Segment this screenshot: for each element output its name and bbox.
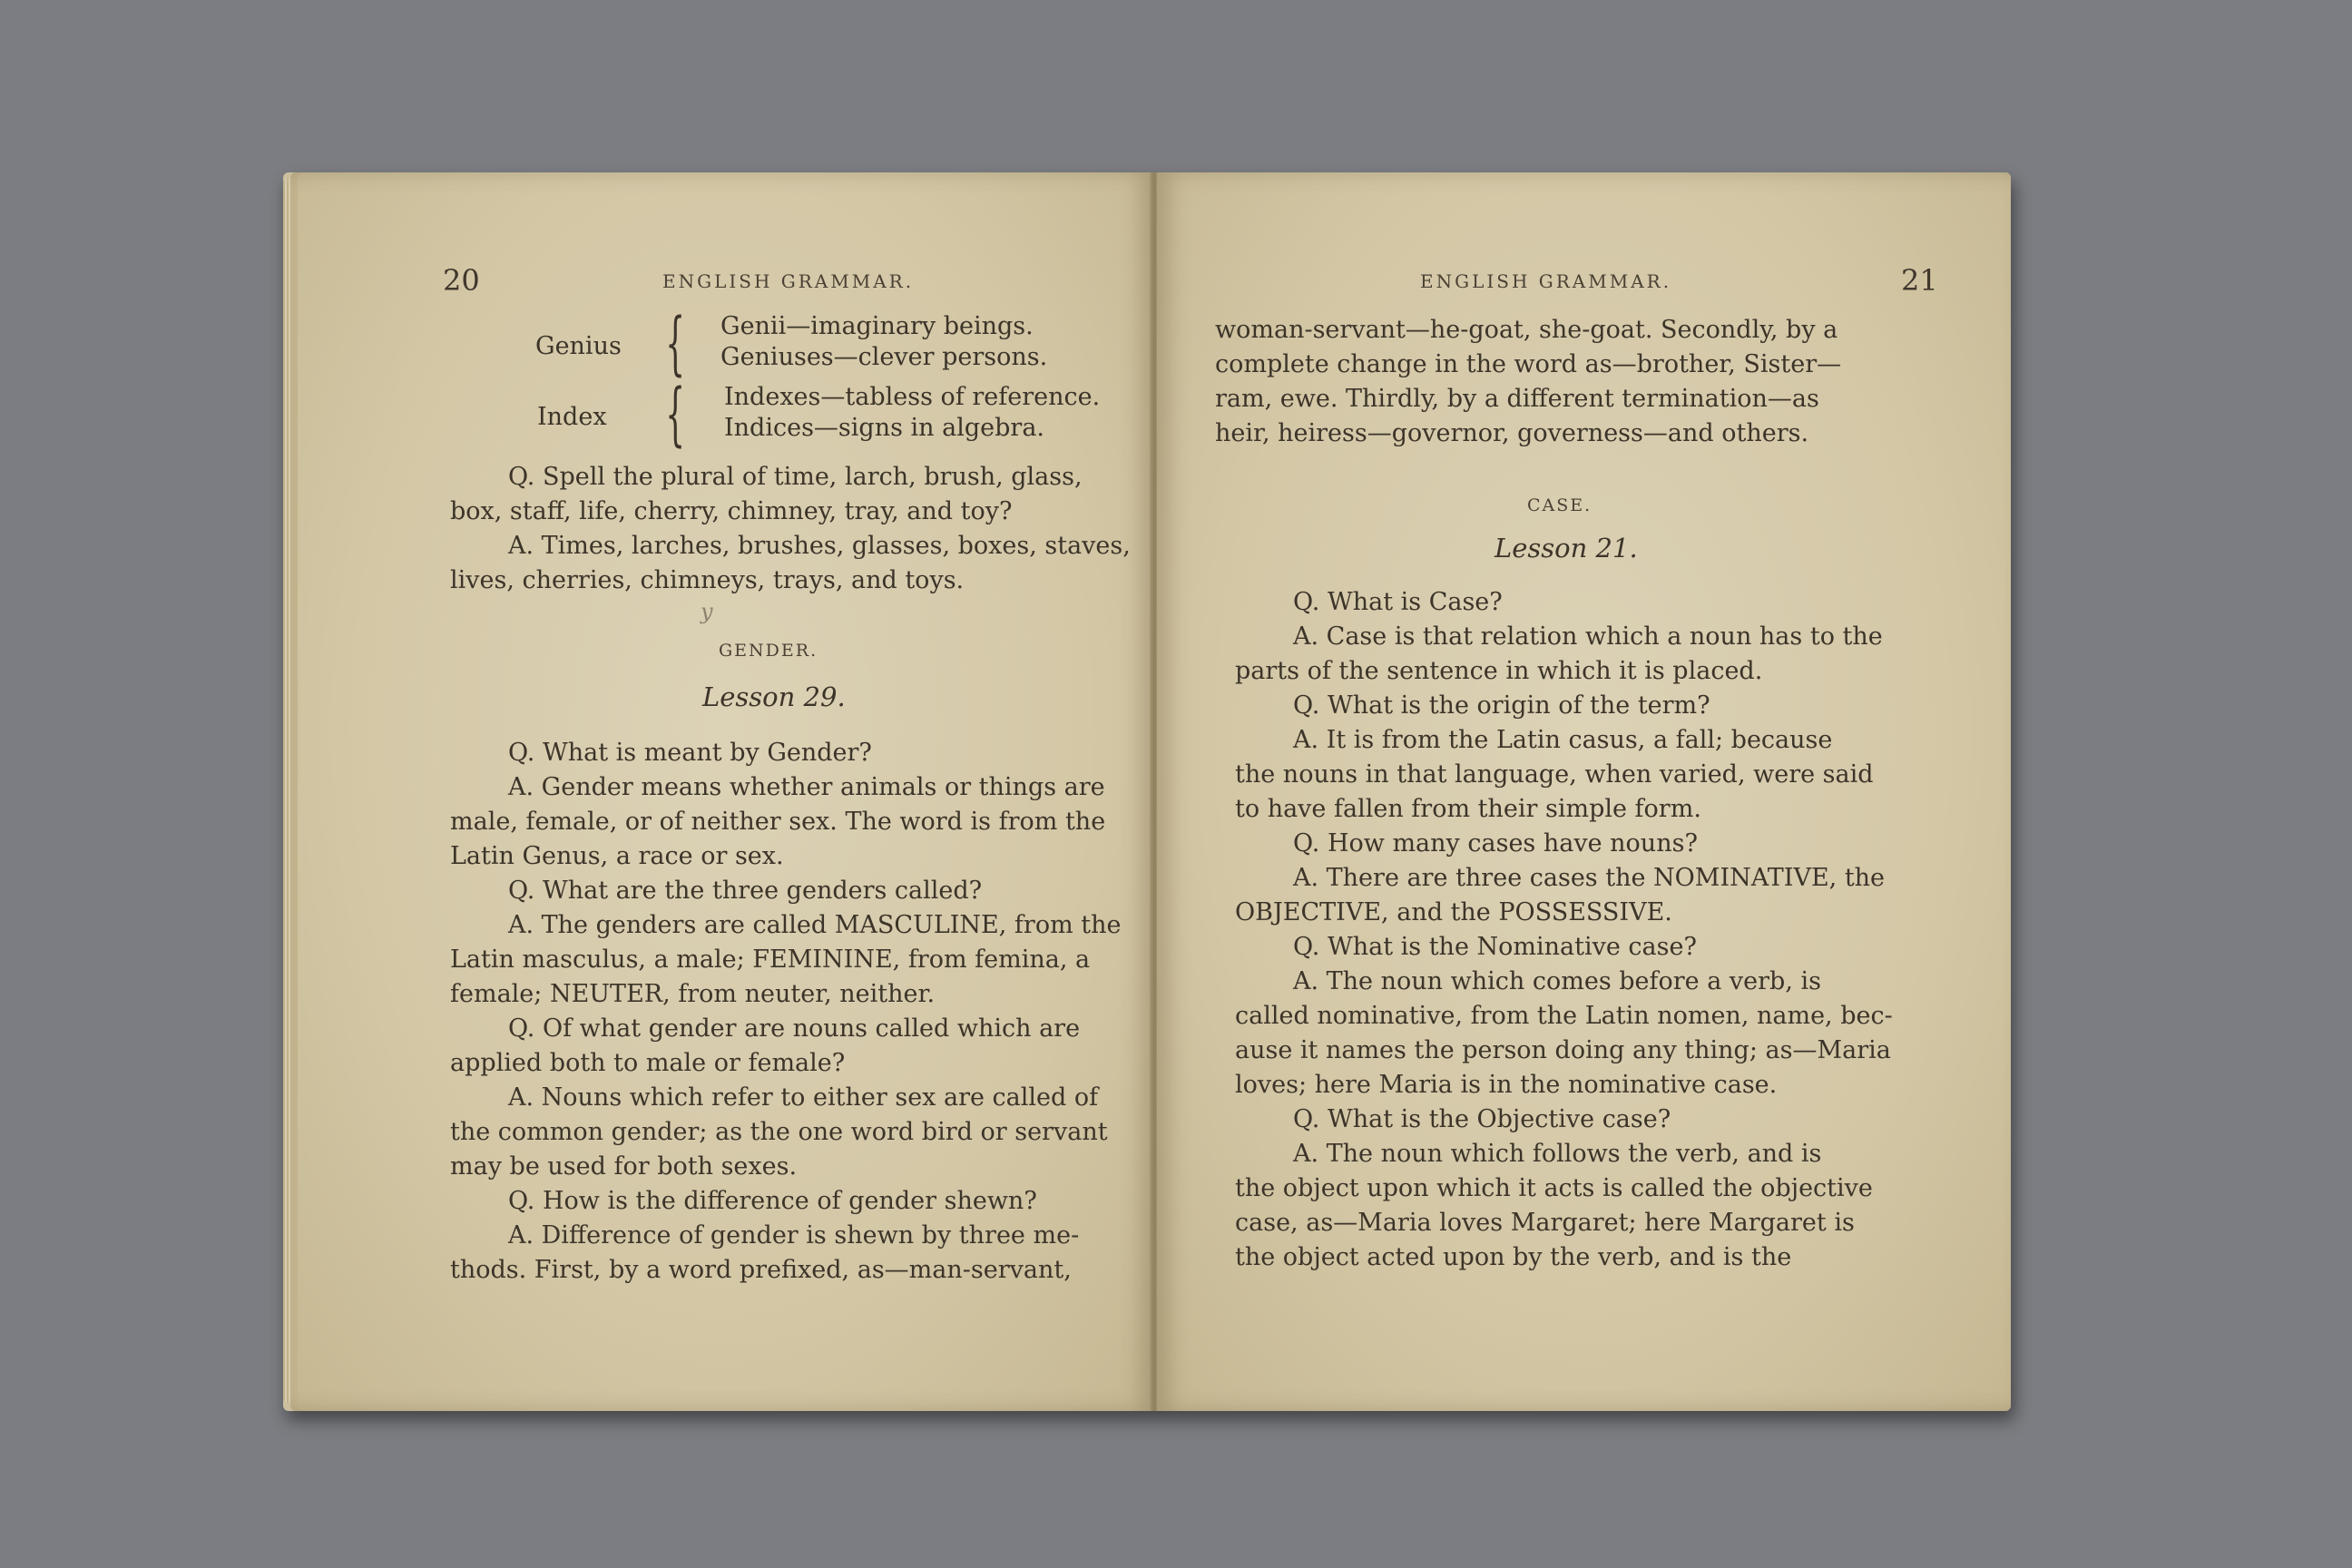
left-page: [290, 172, 1153, 1411]
text-line: the common gender; as the one word bird or servant: [450, 1118, 1108, 1146]
text-line: Q. What is Case?: [1293, 588, 1503, 616]
text-line: A. Times, larches, brushes, glasses, boxes, staves,: [508, 532, 1131, 560]
text-line: thods. First, by a word prefixed, as—man-servant,: [450, 1256, 1072, 1284]
text-line: Q. Spell the plural of time, larch, brush, glass,: [508, 463, 1083, 491]
text-line: the nouns in that language, when varied, were said: [1235, 760, 1874, 789]
text-line: box, staff, life, cherry, chimney, tray, and toy?: [450, 497, 1013, 525]
text-line: to have fallen from their simple form.: [1235, 795, 1701, 823]
text-line: A. It is from the Latin casus, a fall; because: [1293, 726, 1833, 754]
text-line: A. The genders are called MASCULINE, from the: [508, 911, 1122, 939]
table-word: Index: [537, 403, 607, 431]
text-line: Latin masculus, a male; FEMININE, from femina, a: [450, 946, 1091, 974]
text-line: A. Difference of gender is shewn by three me-: [508, 1221, 1080, 1250]
text-line: ram, ewe. Thirdly, by a different termination—as: [1215, 385, 1819, 413]
text-line: Q. What is the Objective case?: [1293, 1105, 1671, 1133]
text-line: the object acted upon by the verb, and is the: [1235, 1243, 1792, 1271]
section-title: GENDER.: [719, 641, 818, 661]
text-line: A. Case is that relation which a noun has to the: [1293, 622, 1883, 651]
text-line: parts of the sentence in which it is placed.: [1235, 657, 1763, 685]
text-line: ause it names the person doing any thing; as—Maria: [1235, 1036, 1891, 1064]
text-line: male, female, or of neither sex. The word is from the: [450, 808, 1106, 836]
text-line: Q. What are the three genders called?: [508, 877, 983, 905]
text-line: case, as—Maria loves Margaret; here Margaret is: [1235, 1209, 1855, 1237]
lesson-heading: Lesson 21.: [1494, 533, 1638, 564]
text-line: loves; here Maria is in the nominative case.: [1235, 1071, 1778, 1099]
text-line: A. Nouns which refer to either sex are called of: [508, 1083, 1099, 1112]
text-line: A. There are three cases the NOMINATIVE, the: [1293, 864, 1886, 892]
text-line: A. The noun which follows the verb, and is: [1293, 1140, 1822, 1168]
text-line: called nominative, from the Latin nomen, name, bec-: [1235, 1002, 1893, 1030]
open-book: [283, 172, 2011, 1411]
text-line: lives, cherries, chimneys, trays, and toys.: [450, 566, 965, 594]
text-line: A. Gender means whether animals or things are: [508, 773, 1105, 801]
brace-icon: {: [665, 302, 686, 383]
text-line: applied both to male or female?: [450, 1049, 846, 1077]
text-line: Latin Genus, a race or sex.: [450, 842, 784, 870]
section-title: CASE.: [1527, 495, 1592, 515]
text-line: complete change in the word as—brother, Sister—: [1215, 350, 1842, 378]
text-line: Q. Of what gender are nouns called which are: [508, 1014, 1081, 1043]
right-running-head: ENGLISH GRAMMAR.: [1420, 270, 1672, 292]
brace-icon: {: [665, 373, 686, 454]
left-page-number: 20: [443, 263, 480, 298]
table-sense: Indexes—tabless of reference.: [724, 383, 1101, 411]
text-line: woman-servant—he-goat, she-goat. Secondly, by a: [1215, 316, 1838, 344]
text-line: heir, heiress—governor, governess—and others.: [1215, 419, 1809, 447]
lesson-heading: Lesson 29.: [702, 681, 846, 712]
text-line: Q. What is meant by Gender?: [508, 739, 872, 767]
text-line: the object upon which it acts is called the objective: [1235, 1174, 1873, 1202]
table-word: Genius: [535, 332, 622, 360]
left-running-head: ENGLISH GRAMMAR.: [662, 270, 915, 292]
text-line: female; NEUTER, from neuter, neither.: [450, 980, 936, 1008]
text-line: Q. How is the difference of gender shewn?: [508, 1187, 1037, 1215]
right-page: [1157, 172, 2011, 1411]
table-sense: Geniuses—clever persons.: [720, 343, 1048, 371]
table-sense: Indices—signs in algebra.: [724, 414, 1045, 442]
text-line: Q. How many cases have nouns?: [1293, 829, 1698, 858]
text-line: Q. What is the Nominative case?: [1293, 933, 1697, 961]
table-sense: Genii—imaginary beings.: [720, 312, 1034, 340]
text-line: may be used for both sexes.: [450, 1152, 798, 1181]
text-line: OBJECTIVE, and the POSSESSIVE.: [1235, 898, 1672, 926]
pencil-mark: y: [701, 599, 713, 624]
text-line: A. The noun which comes before a verb, is: [1293, 967, 1821, 995]
right-page-number: 21: [1901, 263, 1938, 298]
text-line: Q. What is the origin of the term?: [1293, 691, 1710, 720]
